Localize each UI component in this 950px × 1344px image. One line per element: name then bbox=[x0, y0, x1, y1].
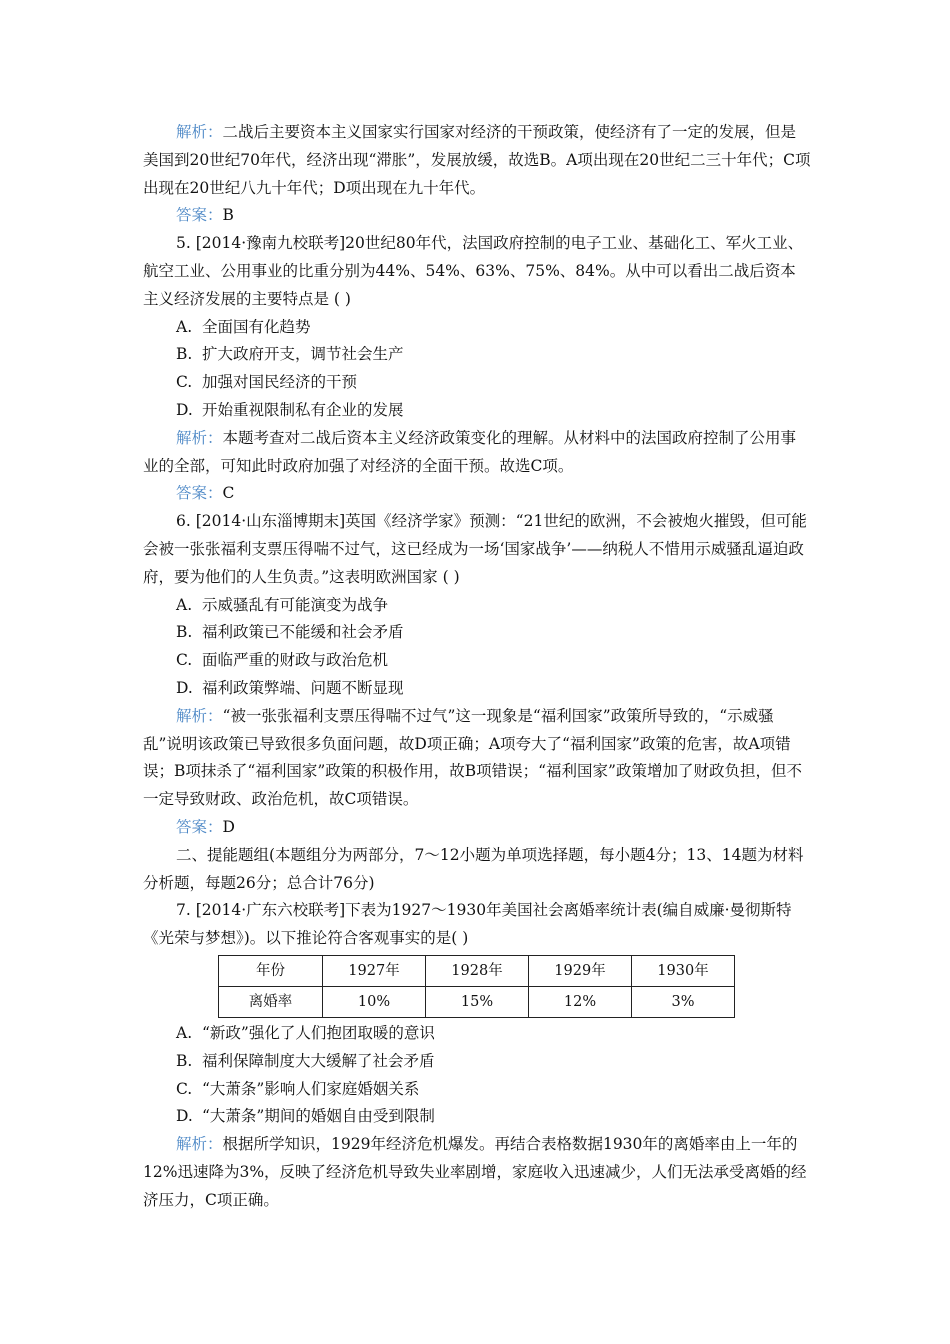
answer-option bbox=[143, 341, 811, 369]
paragraph-text: D bbox=[222, 817, 235, 836]
paragraph-text: C bbox=[222, 484, 235, 503]
table-row bbox=[219, 986, 735, 1017]
table-cell: 1927年 bbox=[323, 955, 426, 986]
option-letter: A. bbox=[176, 317, 193, 336]
option-text: 加强对国民经济的干预 bbox=[202, 373, 358, 392]
table-header-row bbox=[219, 955, 735, 986]
option-letter: A. bbox=[176, 1023, 193, 1042]
answer-option bbox=[143, 675, 811, 703]
label-text: 解析： bbox=[176, 123, 223, 141]
paragraph-text: 二战后主要资本主义国家实行国家对经济的干预政策，使经济有了一定的发展，但是美国到20世纪70年代，经济出现“滞胀”，发展放缓，故选B。A项出现在20世纪二三十年代；C项出现在20世纪八九十年代；D项出现在九十年代。 bbox=[143, 123, 811, 197]
question-paragraph bbox=[143, 897, 811, 953]
table-cell: 12% bbox=[529, 986, 632, 1017]
paragraph-text: 二、提能题组(本题组分为两部分，7～12小题为单项选择题，每小题4分；13、14题为材料分析题，每题26分；总合计76分) bbox=[143, 845, 804, 892]
table-cell: 1930年 bbox=[632, 955, 735, 986]
analysis-paragraph bbox=[143, 119, 811, 202]
analysis-paragraph bbox=[143, 703, 811, 814]
option-text: “大萧条”影响人们家庭婚姻关系 bbox=[202, 1079, 420, 1098]
paragraph-text: 6. [2014·山东淄博期末]英国《经济学家》预测：“21世纪的欧洲，不会被炮火摧毁，但可能会被一张张福利支票压得喘不过气，这已经成为一场‘国家战争’——纳税人不惜用示威骚乱逼迫政府，要为他们的人生负责。”这表明欧洲国家 ( ) bbox=[143, 512, 807, 586]
option-letter: B. bbox=[176, 623, 193, 642]
table-cell: 15% bbox=[426, 986, 529, 1017]
question-paragraph bbox=[143, 230, 811, 313]
paragraph-text: 5. [2014·豫南九校联考]20世纪80年代，法国政府控制的电子工业、基础化工、军火工业、航空工业、公用事业的比重分别为44%、54%、63%、75%、84%。从中可以看出二战后资本主义经济发展的主要特点是 ( ) bbox=[143, 234, 804, 308]
question-paragraph bbox=[143, 842, 811, 898]
option-letter: A. bbox=[176, 595, 193, 614]
option-letter: C. bbox=[176, 373, 193, 392]
label-text: 答案： bbox=[176, 206, 223, 225]
answer-option bbox=[143, 369, 811, 397]
option-letter: D. bbox=[176, 1107, 193, 1126]
question-paragraph bbox=[143, 508, 811, 591]
table-cell: 年份 bbox=[219, 955, 323, 986]
paragraph-text: B bbox=[222, 206, 234, 225]
label-text: 解析： bbox=[176, 1135, 223, 1154]
answer-option bbox=[143, 1103, 811, 1131]
option-text: 全面国有化趋势 bbox=[202, 317, 311, 336]
paragraph-text: “被一张张福利支票压得喘不过气”这一现象是“福利国家”政策所导致的，“示威骚乱”说明该政策已导致很多负面问题，故D项正确；A项夸大了“福利国家”政策的危害，故A项错误；B项抹杀了“福利国家”政策的积极作用，故B项错误；“福利国家”政策增加了财政负担，但不一定导致财政、政治危机，故C项错误。 bbox=[143, 706, 802, 809]
divorce-rate-table bbox=[218, 955, 735, 1018]
option-text: 福利保障制度大大缓解了社会矛盾 bbox=[202, 1051, 435, 1070]
option-letter: B. bbox=[176, 1051, 193, 1070]
paragraph-text: 根据所学知识，1929年经济危机爆发。再结合表格数据1930年的离婚率由上一年的12%迅速降为3%，反映了经济危机导致失业率剧增，家庭收入迅速减少，人们无法承受离婚的经济压力，C项正确。 bbox=[143, 1135, 807, 1209]
option-letter: B. bbox=[176, 345, 193, 364]
answer-option bbox=[143, 397, 811, 425]
label-text: 答案： bbox=[176, 817, 223, 836]
answer-line bbox=[143, 202, 811, 230]
option-text: 扩大政府开支，调节社会生产 bbox=[202, 345, 404, 364]
label-text: 解析： bbox=[176, 706, 223, 725]
label-text: 解析： bbox=[176, 428, 223, 447]
answer-line bbox=[143, 480, 811, 508]
option-text: “大萧条”期间的婚姻自由受到限制 bbox=[202, 1107, 435, 1126]
table-cell: 离婚率 bbox=[219, 986, 323, 1017]
option-letter: D. bbox=[176, 678, 193, 697]
option-letter: C. bbox=[176, 651, 193, 670]
analysis-paragraph bbox=[143, 425, 811, 481]
paragraph-text: 7. [2014·广东六校联考]下表为1927～1930年美国社会离婚率统计表(编自威廉·曼彻斯特《光荣与梦想》)。以下推论符合客观事实的是( ) bbox=[143, 901, 792, 948]
table-cell: 3% bbox=[632, 986, 735, 1017]
option-letter: C. bbox=[176, 1079, 193, 1098]
answer-option bbox=[143, 619, 811, 647]
answer-option bbox=[143, 1076, 811, 1104]
table-cell: 10% bbox=[323, 986, 426, 1017]
answer-line bbox=[143, 814, 811, 842]
table-cell: 1929年 bbox=[529, 955, 632, 986]
answer-option bbox=[143, 1020, 811, 1048]
analysis-paragraph bbox=[143, 1131, 811, 1214]
table-cell: 1928年 bbox=[426, 955, 529, 986]
paragraph-text: 本题考查对二战后资本主义经济政策变化的理解。从材料中的法国政府控制了公用事业的全部，可知此时政府加强了对经济的全面干预。故选C项。 bbox=[143, 428, 797, 475]
option-text: “新政”强化了人们抱团取暖的意识 bbox=[202, 1023, 435, 1042]
option-text: 示威骚乱有可能演变为战争 bbox=[202, 595, 389, 614]
answer-option bbox=[143, 592, 811, 620]
option-text: 福利政策已不能缓和社会矛盾 bbox=[202, 623, 404, 642]
option-letter: D. bbox=[176, 400, 193, 419]
option-text: 福利政策弊端、问题不断显现 bbox=[202, 678, 404, 697]
answer-option bbox=[143, 647, 811, 675]
answer-option bbox=[143, 1048, 811, 1076]
label-text: 答案： bbox=[176, 484, 223, 503]
option-text: 面临严重的财政与政治危机 bbox=[202, 651, 389, 670]
answer-option bbox=[143, 314, 811, 342]
option-text: 开始重视限制私有企业的发展 bbox=[202, 400, 404, 419]
document-content bbox=[143, 119, 811, 1214]
